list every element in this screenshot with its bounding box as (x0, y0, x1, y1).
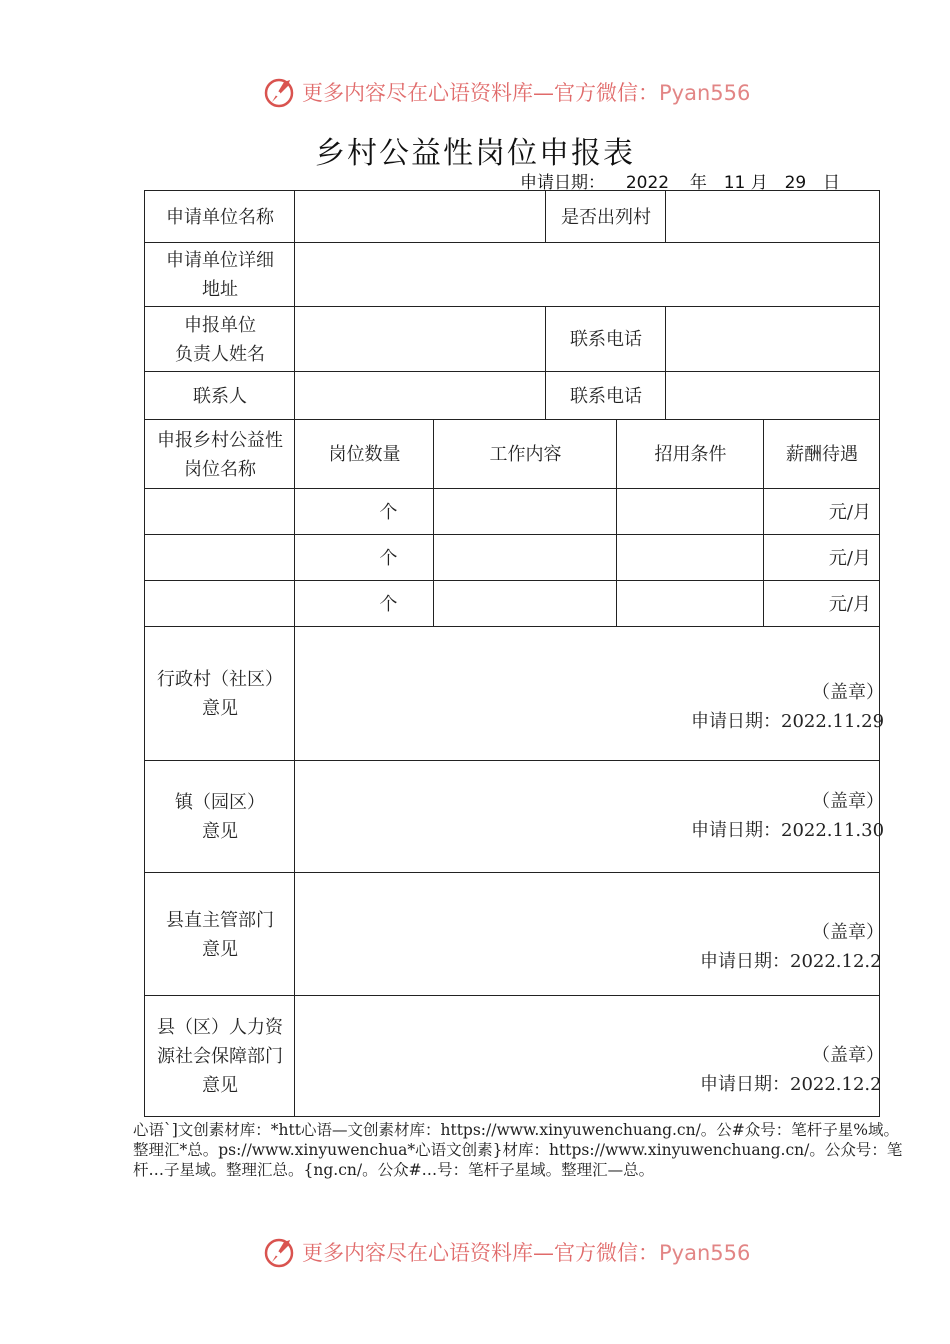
village-opinion-field[interactable] (296, 628, 879, 760)
salary-unit: 元/月 (828, 547, 871, 569)
stamp-label: （盖章） (812, 682, 884, 703)
opinion-date: 申请日期：2022.11.30 (691, 820, 885, 841)
salary-field[interactable] (765, 490, 879, 534)
opinion-date: 申请日期：2022.11.29 (691, 711, 885, 732)
quantity-unit: 个 (379, 593, 398, 615)
work-content-field[interactable] (435, 490, 616, 534)
contact-phone-field[interactable] (667, 373, 879, 419)
contact-label: 联系人 (193, 385, 247, 407)
salary-field[interactable] (765, 536, 879, 580)
county-dept-opinion-field[interactable] (296, 874, 879, 995)
applicant-name-field[interactable] (296, 192, 545, 242)
county-dept-opinion-label: 县直主管部门 意见 (166, 909, 274, 960)
post-quantity-field[interactable] (296, 490, 433, 534)
applicant-name-label: 申请单位名称 (166, 206, 274, 228)
opinion-date: 申请日期：2022.12.2 (700, 1074, 882, 1095)
quantity-unit: 个 (379, 547, 398, 569)
post-name-field[interactable] (146, 536, 294, 580)
hr-dept-opinion-field[interactable] (296, 997, 879, 1116)
post-name-field[interactable] (146, 582, 294, 626)
pen-nib-logo-icon (262, 1234, 298, 1270)
town-opinion-label: 镇（园区） 意见 (175, 792, 265, 842)
watermark-banner-bottom (262, 1232, 762, 1272)
phone-label: 联系电话 (570, 329, 642, 350)
leader-name-field[interactable] (296, 308, 545, 371)
post-name-field[interactable] (146, 490, 294, 534)
listed-village-label: 是否出列村 (561, 206, 651, 228)
salary-unit: 元/月 (828, 501, 871, 523)
village-opinion-label: 行政村（社区） 意见 (157, 669, 283, 719)
contact-phone-label: 联系电话 (570, 385, 642, 407)
requirements-header: 招用条件 (654, 444, 727, 465)
leader-name-label: 申报单位 负责人姓名 (175, 314, 265, 365)
requirements-field[interactable] (618, 490, 763, 534)
page-title: 乡村公益性岗位申报表 (315, 136, 635, 171)
salary-unit: 元/月 (828, 593, 871, 615)
watermark-banner-top (262, 72, 762, 112)
quantity-unit: 个 (379, 501, 398, 523)
contact-field[interactable] (296, 373, 545, 419)
work-content-header: 工作内容 (489, 444, 562, 465)
requirements-field[interactable] (618, 536, 763, 580)
work-content-field[interactable] (435, 582, 616, 626)
opinion-date: 申请日期：2022.12.2 (700, 951, 882, 972)
listed-village-field[interactable] (667, 192, 879, 242)
banner-text: 更多内容尽在心语资料库—官方微信：Pyan556 (302, 81, 751, 105)
requirements-field[interactable] (618, 582, 763, 626)
phone-field[interactable] (667, 308, 879, 371)
application-date: 申请日期： 2022 年 11 月 29 日 (520, 173, 841, 193)
post-quantity-header: 岗位数量 (328, 444, 401, 465)
pen-nib-logo-icon (262, 74, 298, 110)
footer-watermark-text: 心语`]文创素材库：*htt心语—文创素材库：https://www.xinyuwenchuang.cn/。公#众号：笔杆子星%域。整理汇*总。ps://www.xinyuwenchua*心语文创素}材库：https://www.xinyuwenchuang.cn/。公众号：笔杆…子星域。整理汇总。{ng.cn/。公众#…号：笔杆子星域。整理汇—总。 (133, 1121, 903, 1179)
address-field[interactable] (296, 244, 879, 306)
salary-field[interactable] (765, 582, 879, 626)
hr-dept-opinion-label: 县（区）人力资 源社会保障部门 意见 (157, 1017, 283, 1096)
post-name-header: 申报乡村公益性 岗位名称 (157, 429, 283, 480)
banner-text: 更多内容尽在心语资料库—官方微信：Pyan556 (302, 1241, 751, 1265)
stamp-label: （盖章） (812, 791, 884, 812)
salary-header: 薪酬待遇 (786, 444, 858, 465)
work-content-field[interactable] (435, 536, 616, 580)
post-quantity-field[interactable] (296, 536, 433, 580)
stamp-label: （盖章） (812, 1045, 884, 1066)
stamp-label: （盖章） (812, 922, 884, 943)
address-label: 申请单位详细 地址 (166, 250, 274, 300)
post-quantity-field[interactable] (296, 582, 433, 626)
